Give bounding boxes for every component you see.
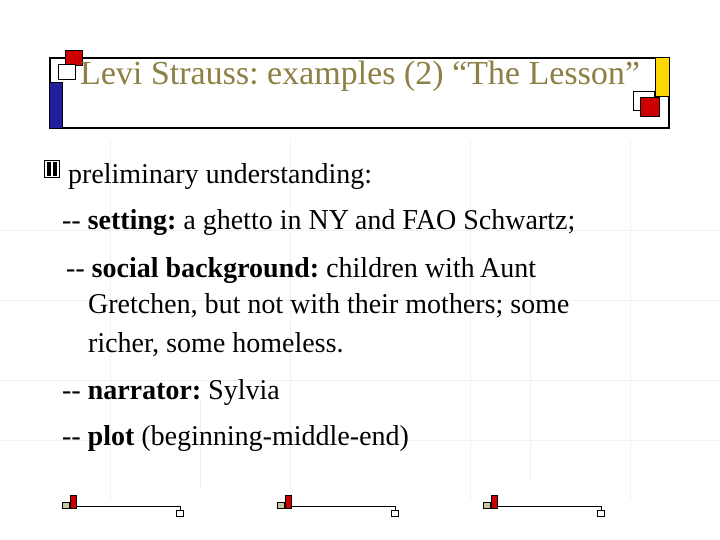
item-label: setting: [87,205,177,236]
footer-ornament-3 [483,494,613,516]
item-label: plot [87,421,135,452]
list-item-narrator: -- narrator: Sylvia [62,375,280,406]
list-item-social-background: -- social background: children with Aunt [66,253,537,284]
footer-ornament-2 [277,494,407,516]
slide-title: Levi Strauss: examples (2) “The Lesson” [80,55,640,92]
item-label: narrator: [87,375,202,406]
footer-ornament-1 [62,494,192,516]
square-bullet-icon [44,160,60,178]
decor-red-block-right [640,97,660,117]
list-item-setting: -- setting: a ghetto in NY and FAO Schwartz; [62,205,576,236]
bullet-text: preliminary understanding: [68,159,373,190]
list-item-plot: -- plot (beginning-middle-end) [62,421,409,452]
list-item-continuation: Gretchen, but not with their mothers; some [88,289,570,320]
item-label: social background: [91,253,320,284]
list-item-continuation: richer, some homeless. [88,328,344,359]
